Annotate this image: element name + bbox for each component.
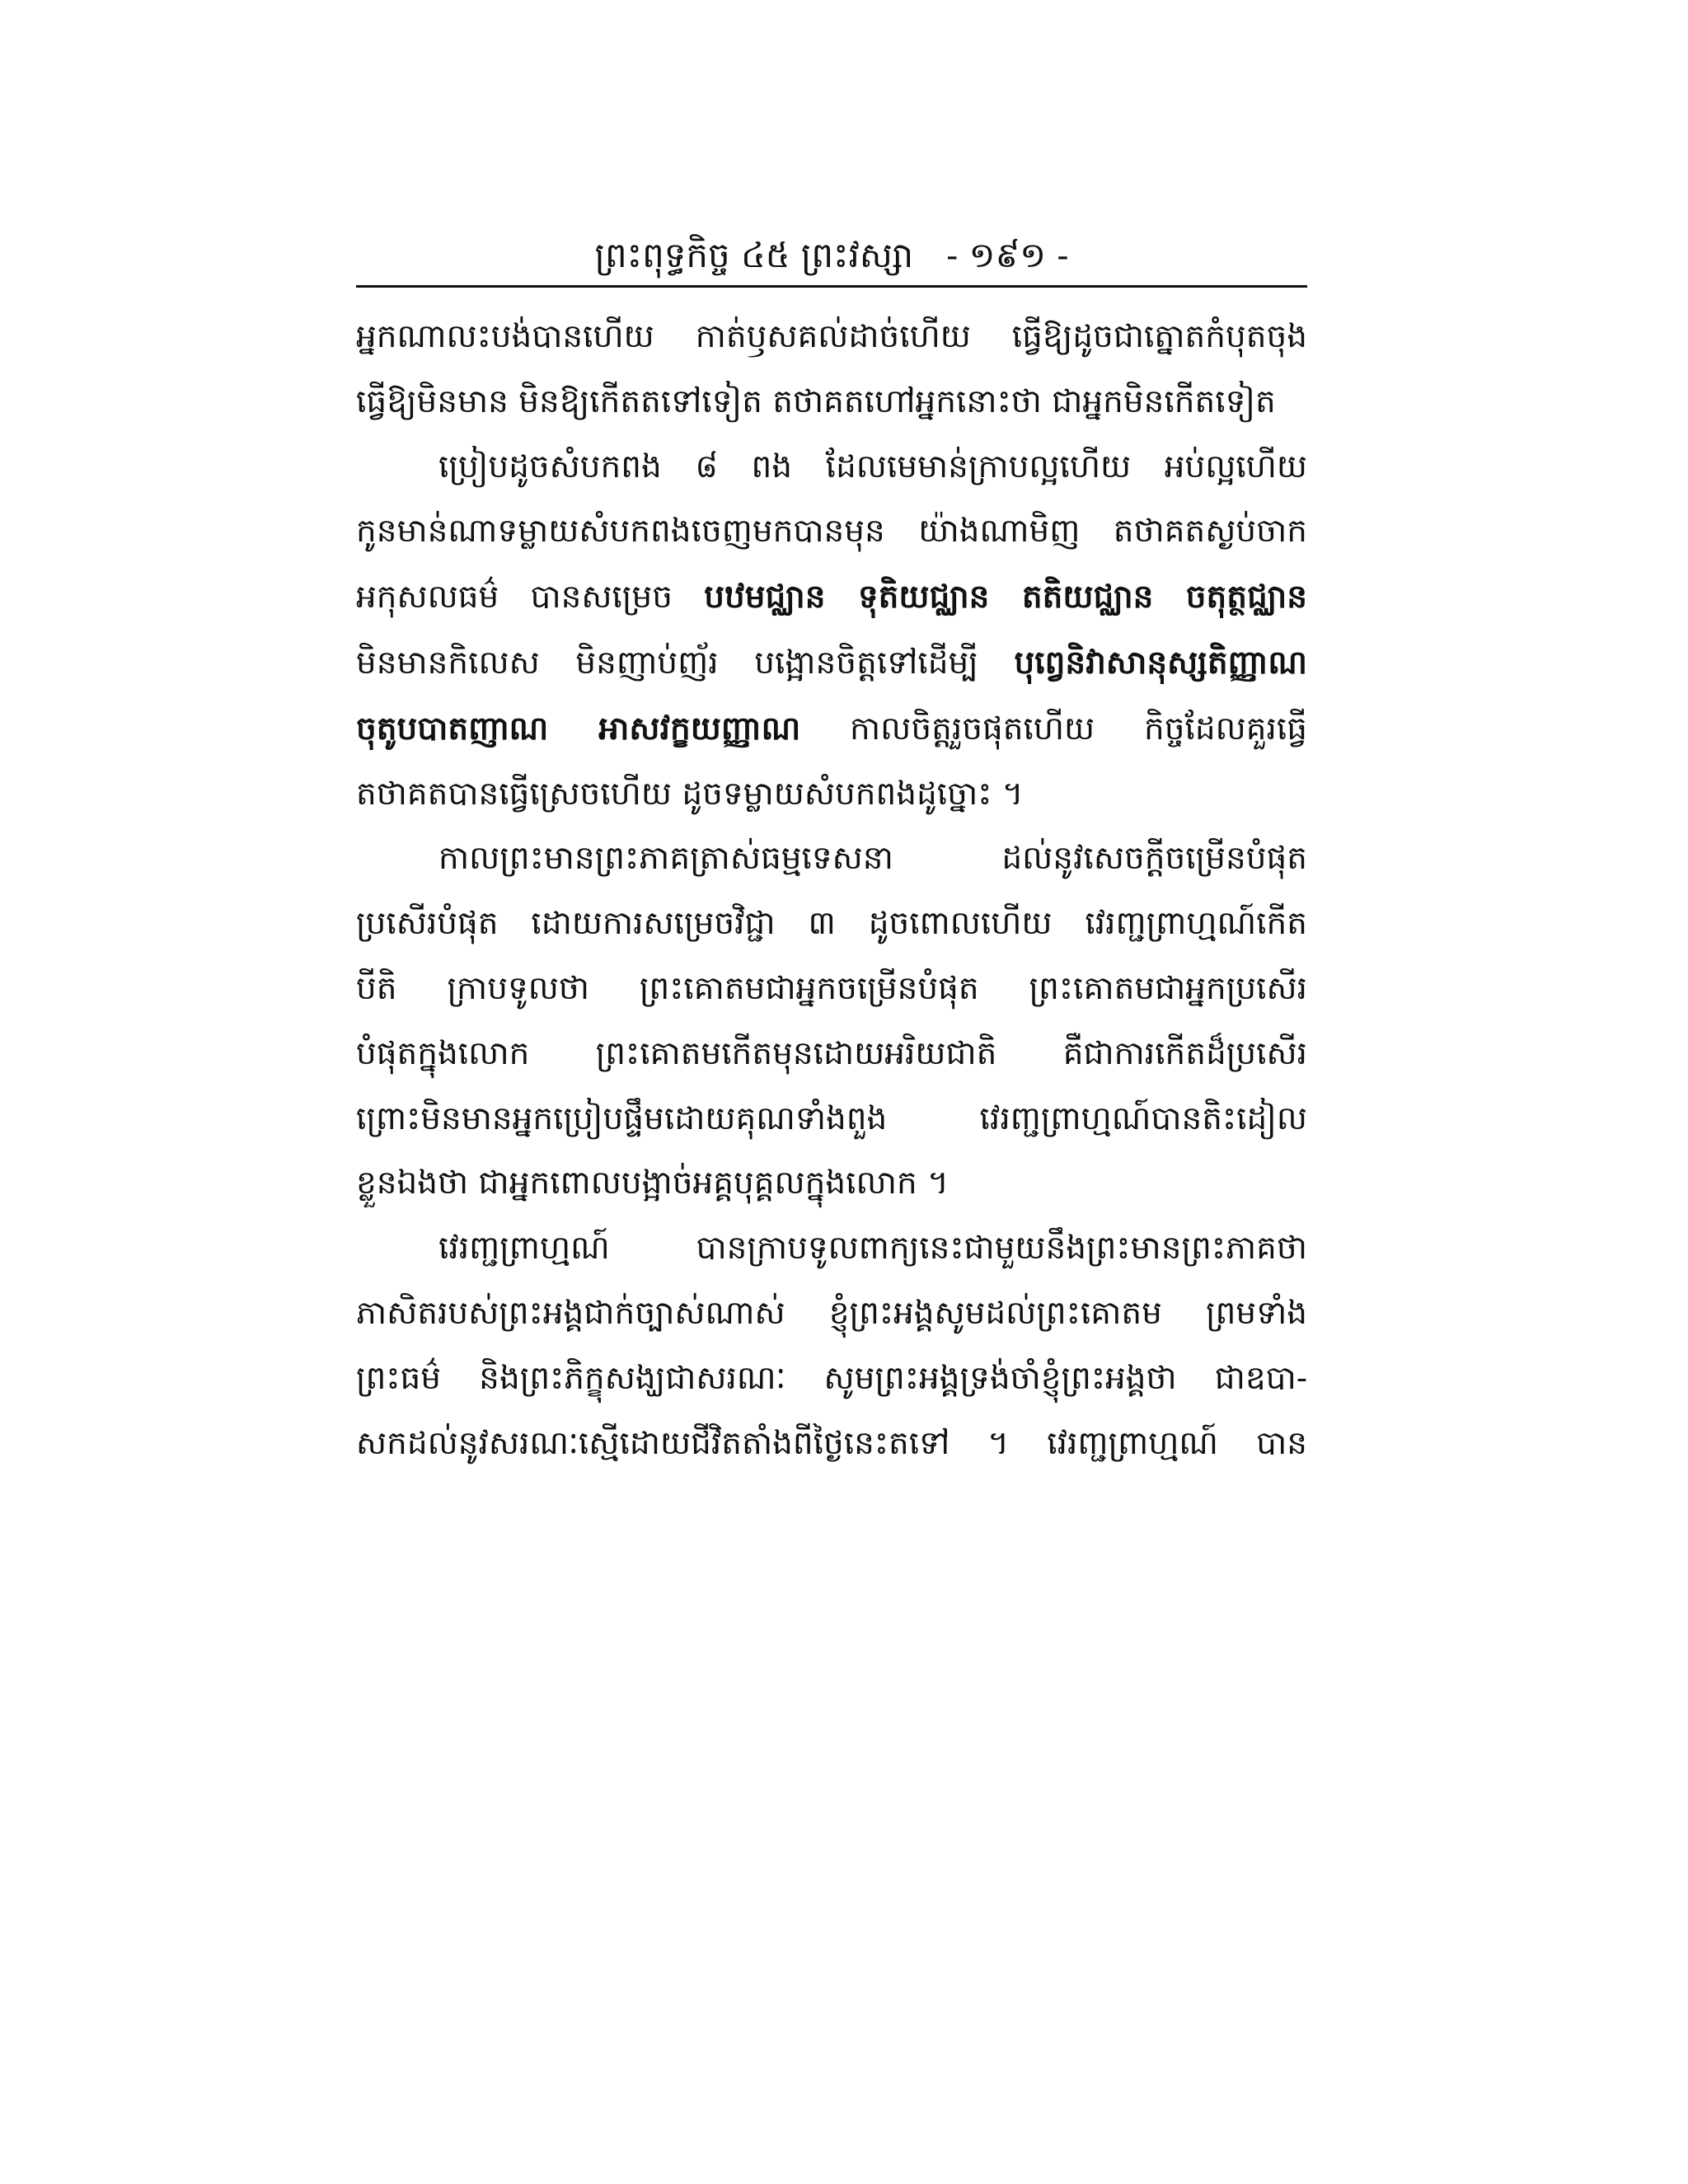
- header-title: ព្រះពុទ្ធកិច្ច ៤៥ ព្រះវស្សា: [594, 235, 914, 275]
- text-line: ធ្វើឱ្យមិនមាន មិនឱ្យកើតតទៅទៀត តថាគតហៅអ្នកនោះថា ជាអ្នកមិនកើតទៀត: [356, 382, 1276, 420]
- text-line: កាលព្រះមានព្រះភាគត្រាស់ធម្មទេសនា ដល់នូវសេចក្តីចម្រើនបំផុត: [438, 840, 1307, 878]
- text-fragment: មិនមានកិលេស មិនញាប់ញ័រ បង្អោនចិត្តទៅដើម្បី: [356, 644, 978, 682]
- text-line: ព្រោះមិនមានអ្នកប្រៀបផ្ទឹមដោយគុណទាំងពួង វេរញ្ជព្រាហ្មណ៍បានតិះដៀល: [356, 1099, 1307, 1137]
- running-header: [356, 231, 1307, 280]
- emphasized-term: បឋមជ្ឈាន ទុតិយជ្ឈាន តតិយជ្ឈាន ចតុត្ថជ្ឈាន: [704, 578, 1307, 616]
- text-line: វេរញ្ជព្រាហ្មណ៍ បានក្រាបទូលពាក្យនេះជាមួយនឹងព្រះមានព្រះភាគថា: [438, 1230, 1307, 1268]
- text-fragment: អកុសលធម៌ បានសម្រេច: [356, 579, 673, 616]
- text-line: សកដល់នូវសរណៈស្មើដោយជីវិតតាំងពីថ្ងៃនេះតទៅ ។ វេរញ្ជព្រាហ្មណ៍ បាន: [356, 1424, 1307, 1462]
- text-line: [356, 565, 1307, 630]
- text-line: បំផុតក្នុងលោក ព្រះគោតមកើតមុនដោយអរិយជាតិ គឺជាការកើតដ៏ប្រសើរ: [356, 1034, 1307, 1072]
- text-line: ខ្លួនឯងថា ជាអ្នកពោលបង្អាច់អគ្គបុគ្គលក្នុងលោក ។: [356, 1165, 949, 1202]
- text-fragment: កាលចិត្តរួចផុតហើយ កិច្ចដែលគួរធ្វើ: [850, 710, 1307, 748]
- page-number: - ១៩១ -: [946, 235, 1069, 275]
- emphasized-term: បុព្វេនិវាសានុស្សតិញ្ញាណ: [1014, 643, 1307, 682]
- text-line: តថាគតបានធ្វើស្រេចហើយ ដូចទម្លាយសំបកពងដូច្នោះ ។: [356, 775, 1024, 813]
- text-line: អ្នកណាលះបង់បានហើយ កាត់ឫសគល់ដាច់ហើយ ធ្វើឱ្យដូចជាត្នោតកំបុតចុង: [356, 318, 1307, 355]
- body-text: [356, 305, 1307, 1476]
- header-divider: [356, 285, 1307, 288]
- text-line: ប្រៀបដូចសំបកពង ៨ ពង ដែលមេមាន់ក្រាបល្អហើយ អប់ល្អហើយ: [438, 448, 1307, 485]
- text-line: ភាសិតរបស់ព្រះអង្គជាក់ច្បាស់ណាស់ ខ្ញុំព្រះអង្គសូមដល់ព្រះគោតម ព្រមទាំង: [356, 1294, 1307, 1332]
- text-line: ប្រសើរបំផុត ដោយការសម្រេចវិជ្ជា ៣ ដូចពោលហើយ វេរញ្ជព្រាហ្មណ៍កើត: [356, 905, 1307, 943]
- text-line: [356, 696, 1307, 762]
- text-line: ព្រះធម៌ និងព្រះភិក្ខុសង្ឃជាសរណៈ សូមព្រះអង្គទ្រង់ចាំខ្ញុំព្រះអង្គថា ជាឧបា-: [356, 1359, 1307, 1397]
- text-line: កូនមាន់ណាទម្លាយសំបកពងចេញមកបានមុន យ៉ាងណាមិញ តថាគតស្ងប់ចាក: [356, 513, 1307, 551]
- text-line: [356, 630, 1307, 696]
- emphasized-term: ចុតូបបាតញាណ អាសវក្ខយញ្ញាណ: [356, 709, 801, 748]
- text-line: បីតិ ក្រាបទូលថា ព្រះគោតមជាអ្នកចម្រើនបំផុត ព្រះគោតមជាអ្នកប្រសើរ: [356, 969, 1307, 1007]
